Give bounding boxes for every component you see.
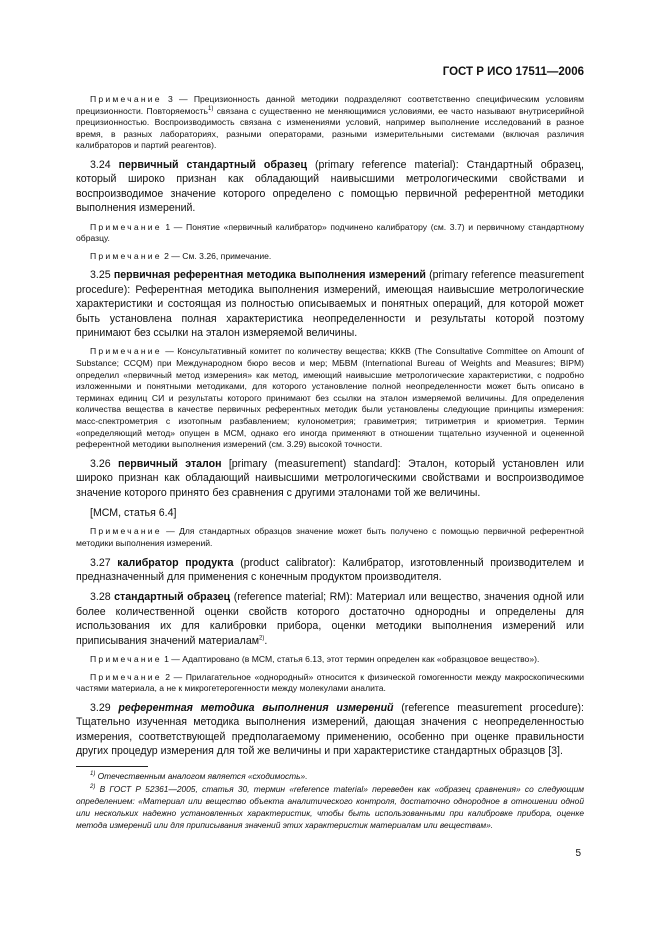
footnote-divider bbox=[76, 766, 148, 767]
footnote-ref-2[interactable]: 2) bbox=[259, 635, 265, 642]
term-title: первичный эталон bbox=[117, 457, 222, 470]
note-3-28-1 bbox=[76, 654, 584, 666]
clause-number: 3.26 bbox=[90, 457, 111, 470]
definition-3-29 bbox=[76, 701, 584, 759]
clause-number: 3.25 bbox=[90, 269, 111, 282]
definition-3-26 bbox=[76, 457, 584, 500]
note-text: Понятие «первичный калибратор» подчинено калибратору (см. 3.7) и первичному стандартному образцу. bbox=[76, 221, 584, 244]
note-label: Примечание bbox=[90, 671, 162, 682]
note-text: — Для стандартных образцов значение может быть получено с помощью первичной референтной методики выполнения измерений. bbox=[76, 526, 584, 548]
definition-text-end: . bbox=[264, 634, 268, 647]
footnote-mark: 2) bbox=[90, 784, 96, 791]
definition-text: (primary reference material): Стандартный образец, который широко признан как обладающий наивысшими метрологическими свойствами и воспроизводимое значение которого определено с помощью первичной референтной методики выполнения измерений. bbox=[76, 158, 584, 215]
definition-text: (product calibrator): Калибратор, изготовленный производителем и предназначенный для применения с конечным продуктом производителя. bbox=[76, 556, 584, 583]
definition-text: (reference measurement procedure): Тщательно изученная методика выполнения измерений, дающая значения с неопределенностью измерения, соответствующей предполагаемому применению, особенно при оценке правильности других процедур измерения для той же величины и при характеристике стандартных образцов [3]. bbox=[76, 701, 584, 757]
note-text: Адаптировано (в МСМ, статья 6.13, этот термин определен как «образцовое вещество»). bbox=[179, 654, 540, 664]
note-label: Примечание bbox=[90, 654, 162, 664]
footnote-2 bbox=[76, 784, 584, 831]
document-body bbox=[76, 94, 584, 832]
term-title: калибратор продукта bbox=[117, 556, 234, 569]
definition-text: (primary reference measurement procedure): Референтная методика выполнения измерений, имеющая наивысшие метрологические характеристики и состоящая из полностью описываемых и понятных операций, для которой может быть установлена полная характеристика неопределенности и результаты которой поэтому принимают без ссылки на эталон измеряемой величины. bbox=[76, 269, 584, 339]
note-3-24-1 bbox=[76, 222, 584, 245]
note-3-24-2 bbox=[76, 251, 584, 263]
note-number: 1 — bbox=[164, 654, 180, 664]
note-label: Примечание bbox=[90, 346, 162, 357]
note-3-25 bbox=[76, 346, 584, 450]
footnote-text: В ГОСТ Р 52361—2005, статья 30, термин «reference material» переведен как «образец сравнения» со следующим определением: «Материал или вещество объекта аналитического контроля, достаточно однородное в отношении одной или нескольких надежно установленных характеристик, чтобы быть использованными при калибровке прибора, оценке метода измерений или для приписывания значений этих характеристик материалам или веществам». bbox=[76, 784, 584, 830]
footnote-mark: 1) bbox=[90, 771, 96, 778]
note-label: Примечание bbox=[90, 94, 162, 104]
definition-text: (reference material; RM): Материал или вещество, значения одной или более количественной оценки свойств которого достаточно однородны и определены для использования их для калибровки прибора, оценки методики выполнения измерений или приписывания значений материалам bbox=[76, 591, 584, 647]
note-3-28-2 bbox=[76, 672, 584, 695]
note-label: Примечание bbox=[90, 526, 162, 537]
note-label: Примечание bbox=[90, 221, 162, 232]
footnote-text: Отечественным аналогом является «сходимость». bbox=[95, 771, 308, 782]
note-text: — Консультативный комитет по количеству вещества; КККВ (The Consultative Committee on Amount of Substance; CCQM) при Международном бюро весов и мер; МБВМ (International Bureau of Weights and Measures; BIPM) определил «первичный метод измерения» как метод, имеющий наивысшие метрологические характеристики, с подробно изложенными и понятными методиками, для которого установление полной неопределенности может быть описано в терминах единиц СИ и результаты которого принимают без ссылки на эталон измеряемой величины. Для определения количества вещества в качестве первичных референтных методик были установлены следующие принципы измерения: масс-спектрометрия с изотопным разбавлением; кулонометрия; гравиметрия; титриметрия и криометрия. Термин «определяющий метод» опущен в МСМ, однако его иногда применяют в отношении тщательно изученной и оцененной референтной методики выполнения измерений (см. 3.29) высокой точности. bbox=[76, 346, 584, 450]
source-reference-3-26: [МСМ, статья 6.4] bbox=[90, 506, 177, 519]
clause-number: 3.28 bbox=[90, 591, 111, 604]
note-label: Примечание bbox=[90, 250, 162, 261]
note-number: 2 — bbox=[165, 671, 183, 682]
definition-text: [primary (measurement) standard]: Эталон, который установлен или широко признан как обладающий наивысшими метрологическими свойствами и воспроизводимое значение которого принято без сравнения с другими эталонами той же величины. bbox=[76, 457, 584, 499]
note-text: Прилагательное «однородный» относится к физической гомогенности между макроскопическими частями материала, а не к микрогетерогенности между молекулами аналита. bbox=[76, 671, 584, 694]
page-number: 5 bbox=[575, 848, 581, 859]
note-text: Прецизионность данной методики подразделяют соответственно специфическим условиям прецизионности. Повторяемость bbox=[76, 94, 584, 116]
clause-number: 3.27 bbox=[90, 556, 111, 569]
note-3-23-3 bbox=[76, 94, 584, 152]
term-title: стандартный образец bbox=[114, 591, 231, 604]
clause-number: 3.29 bbox=[90, 701, 111, 714]
term-title: первичный стандартный образец bbox=[118, 158, 307, 171]
term-title: первичная референтная методика выполнения измерений bbox=[113, 269, 426, 282]
footnote-ref-1[interactable]: 1) bbox=[208, 105, 214, 112]
clause-number: 3.24 bbox=[90, 158, 111, 171]
definition-3-24 bbox=[76, 158, 584, 216]
definition-3-28 bbox=[76, 590, 584, 648]
definition-3-25 bbox=[76, 268, 584, 340]
footnote-1 bbox=[76, 771, 584, 783]
document-header: ГОСТ Р ИСО 17511—2006 bbox=[442, 66, 584, 78]
note-text: См. 3.26, примечание. bbox=[179, 250, 272, 261]
note-text-cont: связана с существенно не меняющимися условиями, ее часто называют внутрисерийной прецизионностью. Воспроизводимость связана с изменениями условий, например выполнение исследований в разное время, в разных лабораториях, разными операторами, разными измерительными системами (включая различия калибраторов и партий реагентов). bbox=[76, 105, 584, 151]
note-number: 2 — bbox=[164, 250, 180, 261]
note-number: 1 — bbox=[165, 221, 183, 232]
note-number: 3 — bbox=[167, 94, 188, 104]
note-3-26 bbox=[76, 526, 584, 549]
term-title: референтная методика выполнения измерений bbox=[118, 701, 394, 714]
definition-3-27 bbox=[76, 556, 584, 585]
